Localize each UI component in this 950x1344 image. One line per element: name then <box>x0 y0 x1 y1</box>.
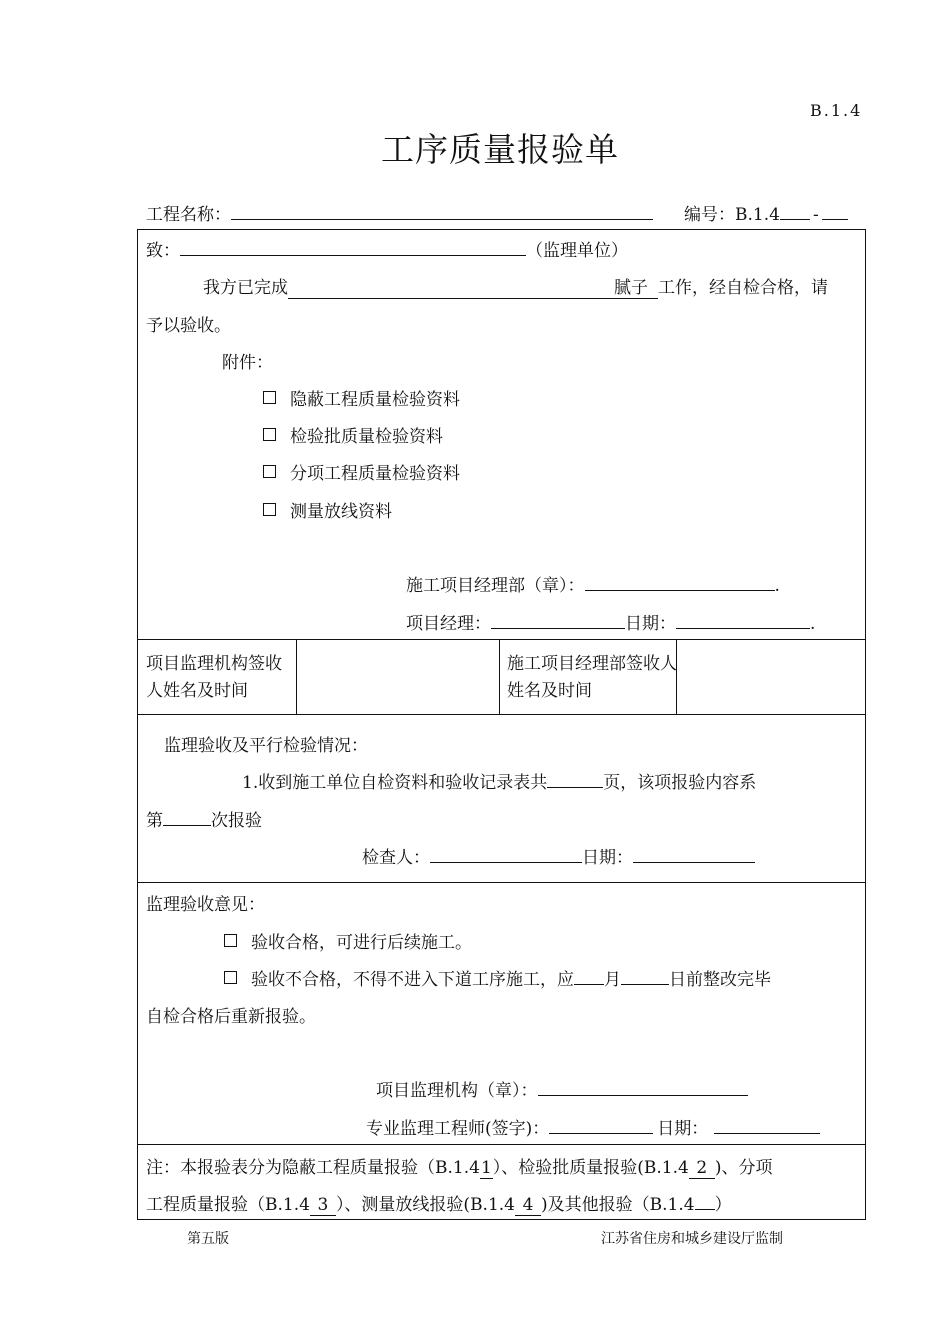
form-table <box>137 229 866 1220</box>
project-name-label: 工程名称： <box>146 205 231 225</box>
inspection-item-row <box>242 768 756 793</box>
inspector-date-label: 日期： <box>582 848 633 868</box>
inspection-line2 <box>146 806 262 831</box>
opinion-fail-row[interactable] <box>224 965 771 990</box>
checkbox-icon[interactable] <box>224 934 237 947</box>
attachment-label-1: 隐蔽工程质量检验资料 <box>290 390 460 410</box>
project-name-row <box>146 200 653 225</box>
manager-row <box>406 609 815 634</box>
dept-end-dot: . <box>774 576 780 596</box>
page-title: 工序质量报验单 <box>381 130 619 169</box>
fix-month-field[interactable] <box>574 966 604 985</box>
dept-stamp-field[interactable] <box>585 572 775 591</box>
engineer-date-field[interactable] <box>714 1115 820 1134</box>
checkbox-icon[interactable] <box>263 465 276 478</box>
note-part-6: )及其他报验（B.1.4 <box>541 1195 695 1215</box>
construction-receiver-field[interactable] <box>677 640 865 713</box>
attachments-label: 附件： <box>222 353 273 373</box>
opinion-fail-prefix: 验收不合格，不得不进入下道工序施工，应 <box>251 970 574 990</box>
opinion-fail-month: 月 <box>604 970 621 990</box>
number-label: 编号：B.1.4 <box>684 205 780 225</box>
divider-4 <box>138 1144 865 1145</box>
attachment-label-2: 检验批质量检验资料 <box>290 427 443 447</box>
dept-label: 施工项目经理部（章）： <box>406 576 585 596</box>
divider-3 <box>138 882 865 883</box>
attachment-item-3[interactable] <box>263 459 460 484</box>
note-line-1 <box>146 1153 772 1179</box>
note-code-2: 2 <box>689 1158 715 1179</box>
number-field-1[interactable] <box>780 201 810 220</box>
supervision-unit-field[interactable] <box>180 237 526 256</box>
manager-end-dot: . <box>810 614 816 634</box>
note-part-3: )、分项 <box>714 1158 773 1178</box>
attachment-label-3: 分项工程质量检验资料 <box>290 464 460 484</box>
number-separator: - <box>812 205 819 225</box>
checkbox-icon[interactable] <box>224 971 237 984</box>
work-item-value: 腻子 <box>614 278 648 298</box>
to-row <box>146 236 628 261</box>
engineer-date-label: 日期： <box>657 1119 709 1139</box>
note-code-4: 4 <box>515 1195 541 1216</box>
work-item-field[interactable] <box>288 273 658 299</box>
attachment-item-4[interactable] <box>263 497 392 522</box>
opinion-fail-day: 日前整改完毕 <box>669 970 771 990</box>
number-row <box>684 200 848 225</box>
note-line-2 <box>146 1190 732 1216</box>
inspector-row <box>362 843 755 868</box>
number-field-2[interactable] <box>822 201 848 220</box>
supervision-receiver-label: 项目监理机构签收人姓名及时间 <box>146 654 282 701</box>
completed-row <box>203 273 828 299</box>
sign-col-2 <box>499 639 500 714</box>
opinion-fail-line2: 自检合格后重新报验。 <box>146 1007 316 1027</box>
supervision-org-row <box>376 1076 748 1101</box>
note-code-other <box>695 1191 715 1210</box>
note-code-1: 1 <box>480 1158 492 1178</box>
supervision-receiver-field[interactable] <box>297 640 497 713</box>
supervision-org-field[interactable] <box>538 1077 748 1096</box>
inspection-line2-suffix: 次报验 <box>211 811 262 831</box>
supervision-unit-label: （监理单位） <box>526 241 628 261</box>
note-part-2: ）、检验批质量报验(B.1.4 <box>492 1158 689 1178</box>
attachment-label-4: 测量放线资料 <box>290 502 392 522</box>
note-code-3: 3 <box>310 1195 336 1216</box>
completed-line2: 予以验收。 <box>146 316 231 336</box>
inspector-date-field[interactable] <box>633 844 755 863</box>
opinion-heading: 监理验收意见： <box>146 895 265 915</box>
note-part-5: ）、测量放线报验(B.1.4 <box>335 1195 516 1215</box>
engineer-row <box>366 1114 820 1139</box>
note-part-7: ） <box>714 1195 732 1215</box>
dept-row <box>406 571 780 596</box>
supervision-org-label: 项目监理机构（章）： <box>376 1081 538 1101</box>
engineer-label: 专业监理工程师(签字)： <box>366 1119 550 1139</box>
pages-count-field[interactable] <box>547 769 603 788</box>
fix-day-field[interactable] <box>621 966 669 985</box>
note-part-1: 注：本报验表分为隐蔽工程质量报验（B.1.4 <box>146 1158 480 1178</box>
inspection-item-prefix: 1.收到施工单位自检资料和验收记录表共 <box>242 773 548 793</box>
inspection-times-field[interactable] <box>163 807 211 826</box>
checkbox-icon[interactable] <box>263 428 276 441</box>
completed-suffix: 工作，经自检合格，请 <box>658 278 828 298</box>
edition-label: 第五版 <box>187 1231 229 1247</box>
inspection-line2-prefix: 第 <box>146 811 163 831</box>
to-label: 致： <box>146 241 180 261</box>
divider-2 <box>138 714 865 715</box>
attachment-item-2[interactable] <box>263 422 443 447</box>
inspection-item-mid: 页，该项报验内容系 <box>603 773 757 793</box>
note-part-4: 工程质量报验（B.1.4 <box>146 1195 310 1215</box>
project-name-field[interactable] <box>231 201 653 220</box>
inspector-field[interactable] <box>430 844 582 863</box>
engineer-signature-field[interactable] <box>549 1115 653 1134</box>
attachment-item-1[interactable] <box>263 385 460 410</box>
opinion-pass-label: 验收合格，可进行后续施工。 <box>251 933 472 953</box>
manager-date-field[interactable] <box>676 610 810 629</box>
checkbox-icon[interactable] <box>263 503 276 516</box>
manager-field[interactable] <box>491 610 625 629</box>
completed-prefix: 我方已完成 <box>203 278 288 298</box>
manager-date-label: 日期： <box>625 614 676 634</box>
opinion-pass-row[interactable] <box>224 928 472 953</box>
inspector-label: 检查人： <box>362 848 430 868</box>
issuer-label: 江苏省住房和城乡建设厅监制 <box>601 1231 783 1247</box>
manager-label: 项目经理： <box>406 614 491 634</box>
inspection-heading: 监理验收及平行检验情况： <box>164 736 368 756</box>
checkbox-icon[interactable] <box>263 391 276 404</box>
form-code: B.1.4 <box>810 101 863 120</box>
construction-receiver-label: 施工项目经理部签收人姓名及时间 <box>507 654 677 701</box>
